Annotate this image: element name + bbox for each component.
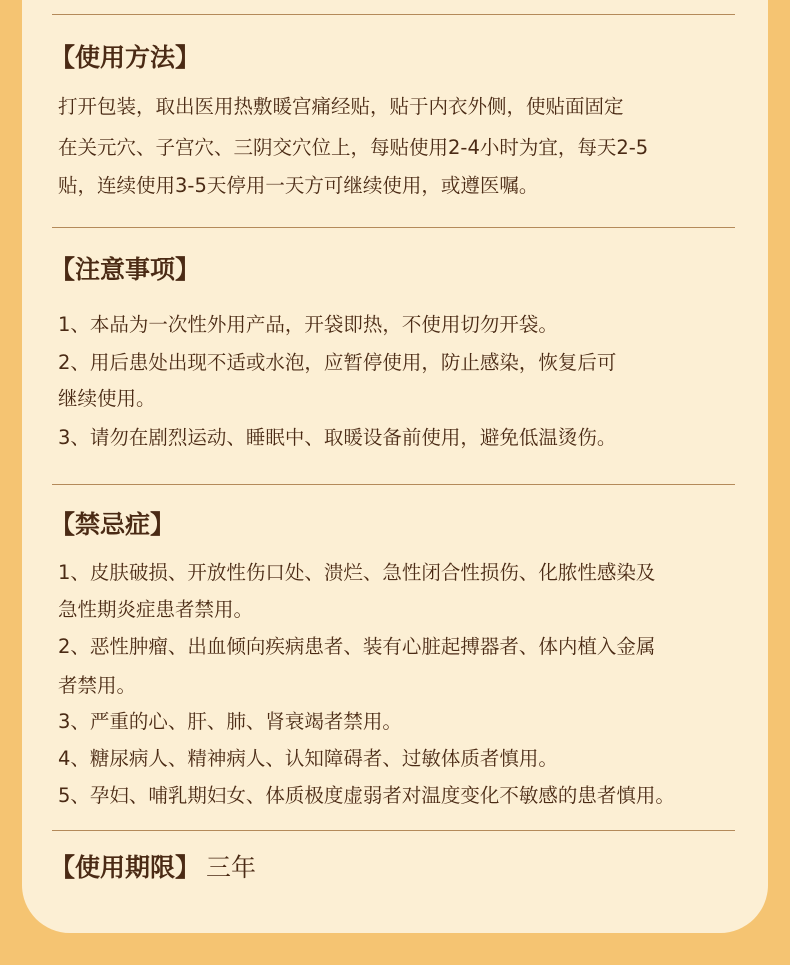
contraindications-line: 2、恶性肿瘤、出血倾向疾病患者、装有心脏起搏器者、体内植入金属 — [58, 635, 656, 658]
shelf-life-value: 三年 — [206, 853, 257, 882]
precautions-line: 2、用后患处出现不适或水泡，应暂停使用，防止感染，恢复后可 — [58, 351, 617, 374]
shelf-life — [50, 852, 256, 884]
precautions-line: 1、本品为一次性外用产品，开袋即热，不使用切勿开袋。 — [58, 313, 558, 336]
divider-precautions — [52, 484, 735, 485]
precautions-heading: 【注意事项】 — [50, 255, 201, 284]
contraindications-line: 者禁用。 — [58, 674, 137, 697]
divider-top — [52, 14, 735, 15]
contraindications-line: 5、孕妇、哺乳期妇女、体质极度虚弱者对温度变化不敏感的患者慎用。 — [58, 784, 675, 807]
divider-usage — [52, 227, 735, 228]
contraindications-line: 4、糖尿病人、精神病人、认知障碍者、过敏体质者慎用。 — [58, 747, 558, 770]
precautions-line: 3、请勿在剧烈运动、睡眠中、取暖设备前使用，避免低温烫伤。 — [58, 426, 617, 449]
usage-line: 打开包装，取出医用热敷暖宫痛经贴，贴于内衣外侧，使贴面固定 — [58, 95, 624, 118]
contraindications-heading: 【禁忌症】 — [50, 510, 176, 539]
contraindications-line: 1、皮肤破损、开放性伤口处、溃烂、急性闭合性损伤、化脓性感染及 — [58, 561, 656, 584]
divider-contraindications — [52, 830, 735, 831]
usage-line: 贴，连续使用3-5天停用一天方可继续使用，或遵医嘱。 — [58, 174, 539, 197]
contraindications-line: 3、严重的心、肝、肺、肾衰竭者禁用。 — [58, 710, 402, 733]
contraindications-line: 急性期炎症患者禁用。 — [58, 598, 254, 621]
precautions-line: 继续使用。 — [58, 387, 156, 410]
shelf-life-heading: 【使用期限】 — [50, 853, 201, 882]
usage-heading: 【使用方法】 — [50, 43, 201, 72]
usage-line: 在关元穴、子宫穴、三阴交穴位上，每贴使用2-4小时为宜，每天2-5 — [58, 136, 649, 159]
